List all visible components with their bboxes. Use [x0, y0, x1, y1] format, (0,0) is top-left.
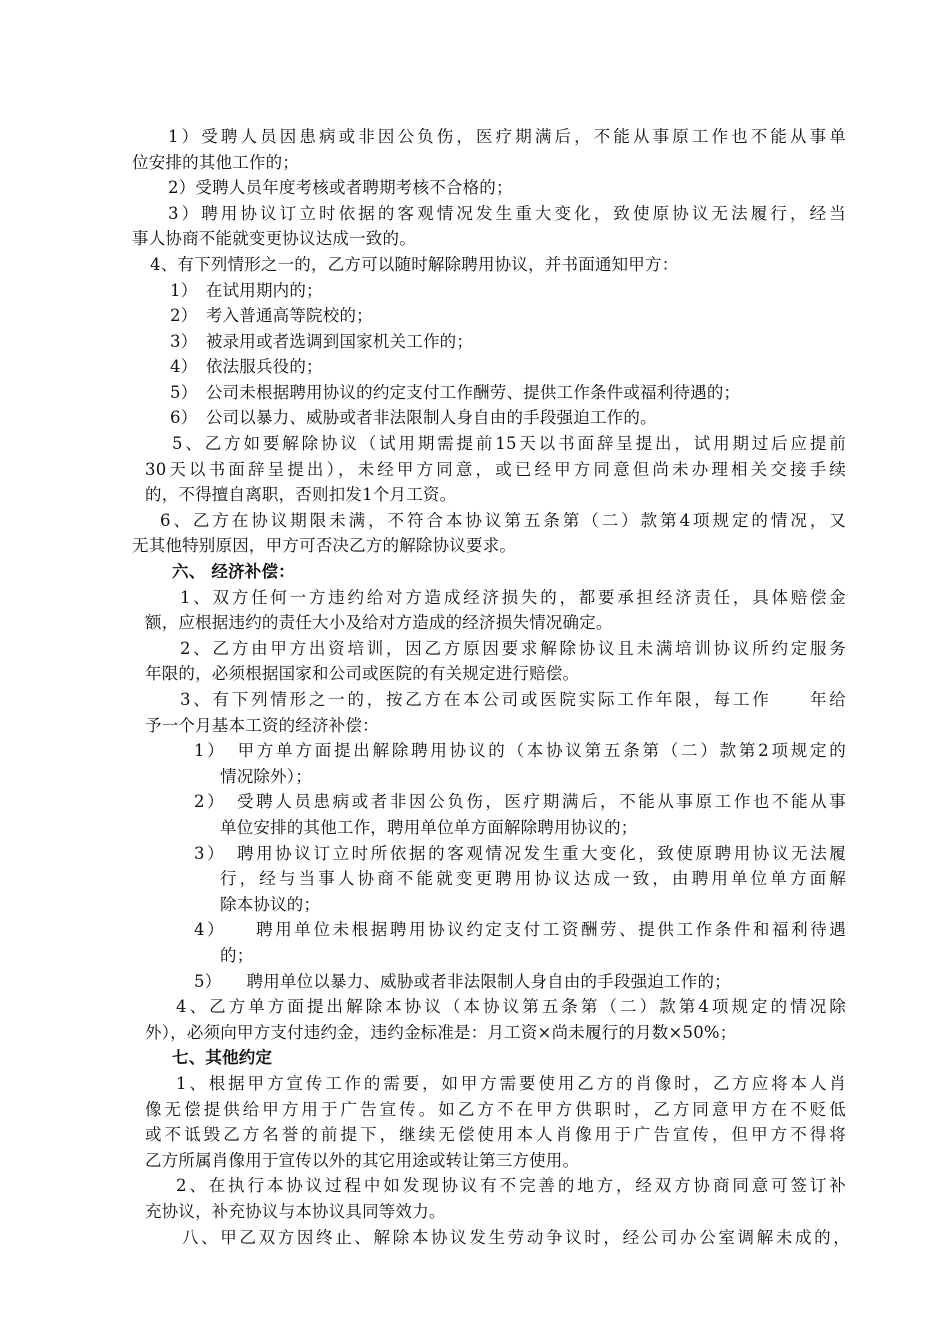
text-line: 3）聘用协议订立时依据的客观情况发生重大变化，致使原协议无法履行，经当 [168, 204, 846, 223]
list-item-continuation: 行，经与当事人协商不能就变更聘用协议达成一致，由聘用单位单方面解 [220, 869, 846, 888]
list-item: 3） 聘用协议订立时所依据的客观情况发生重大变化，致使原聘用协议无法履 [194, 844, 846, 863]
text-line: 1、根据甲方宣传工作的需要，如甲方需要使用乙方的肖像时，乙方应将本人肖 [176, 1074, 846, 1093]
text-line: 无其他特别原因，甲方可否决乙方的解除协议要求。 [132, 536, 517, 555]
list-item: 2） 考入普通高等院校的； [170, 306, 373, 325]
list-item: 3） 被录用或者选调到国家机关工作的； [170, 332, 474, 351]
text-line: 2、乙方由甲方出资培训，因乙方原因要求解除协议且未满培训协议所约定服务 [180, 639, 846, 658]
text-line: 1）受聘人员因患病或非因公负伤，医疗期满后，不能从事原工作也不能从事单 [168, 127, 846, 146]
list-item: 2） 受聘人员患病或者非因公负伤，医疗期满后，不能从事原工作也不能从事 [194, 792, 846, 811]
section-heading: 六、 经济补偿： [172, 562, 295, 581]
list-item: 4） 聘用单位未根据聘用协议约定支付工资酬劳、提供工作条件和福利待遇 [194, 920, 846, 939]
text-line: 4、乙方单方面提出解除本协议（本协议第五条第（二）款第4项规定的情况除 [176, 997, 846, 1016]
list-item-continuation: 单位安排的其他工作，聘用单位单方面解除聘用协议的； [220, 818, 638, 837]
text-line: 充协议，补充协议与本协议具同等效力。 [145, 1202, 446, 1221]
text-line: 位安排的其他工作的； [132, 153, 299, 172]
text-line: 或不诋毁乙方名誉的前提下，继续无偿使用本人肖像用于广告宣传，但甲方不得将 [145, 1125, 846, 1144]
text-line: 30天以书面辞呈提出），未经甲方同意，或已经甲方同意但尚未办理相关交接手续 [145, 460, 846, 479]
list-item: 5） 聘用单位以暴力、威胁或者非法限制人身自由的手段强迫工作的； [194, 972, 731, 991]
text-line: 额，应根据违约的责任大小及给对方造成的经济损失情况确定。 [145, 613, 613, 632]
list-item: 1） 在试用期内的； [170, 281, 323, 300]
text-line: 5、乙方如要解除协议（试用期需提前15天以书面辞呈提出，试用期过后应提前 [172, 434, 846, 453]
text-line: 的，不得擅自离职，否则扣发1个月工资。 [145, 485, 457, 504]
text-line: 予一个月基本工资的经济补偿： [145, 716, 379, 735]
text-line: 1、双方任何一方违约给对方造成经济损失的，都要承担经济责任，具体赔偿金 [180, 588, 846, 607]
section-heading: 七、其他约定 [172, 1048, 273, 1067]
list-item-continuation: 情况除外）； [220, 767, 312, 786]
list-item: 1） 甲方单方面提出解除聘用协议的（本协议第五条第（二）款第2项规定的 [194, 741, 846, 760]
list-item-continuation: 除本协议的； [220, 895, 321, 914]
text-line: 2、在执行本协议过程中如发现协议有不完善的地方，经双方协商同意可签订补 [176, 1176, 846, 1195]
text-line: 像无偿提供给甲方用于广告宣传。如乙方不在甲方供职时，乙方同意甲方在不贬低 [145, 1100, 846, 1119]
list-item: 6） 公司以暴力、威胁或者非法限制人身自由的手段强迫工作的。 [170, 408, 657, 427]
text-line: 事人协商不能就变更协议达成一致的。 [132, 229, 416, 248]
text-line: 乙方所属肖像用于宣传以外的其它用途或转让第三方使用。 [145, 1151, 580, 1170]
text-line: 2）受聘人员年度考核或者聘期考核不合格的； [168, 178, 513, 197]
text-line: 6、乙方在协议期限未满，不符合本协议第五条第（二）款第4项规定的情况，又 [160, 511, 846, 530]
text-line: 年限的，必须根据国家和公司或医院的有关规定进行赔偿。 [145, 664, 580, 683]
list-item-continuation: 的； [220, 946, 254, 965]
list-item: 4） 依法服兵役的； [170, 357, 323, 376]
text-line: 3、有下列情形之一的，按乙方在本公司或医院实际工作年限，每工作 年给 [180, 690, 846, 709]
text-line: 4、有下列情形之一的，乙方可以随时解除聘用协议，并书面通知甲方： [150, 255, 679, 274]
text-line: 八、甲乙双方因终止、解除本协议发生劳动争议时，经公司办公室调解未成的， [182, 1228, 850, 1247]
text-line: 外），必须向甲方支付违约金，违约金标准是：月工资×尚未履行的月数×50%； [145, 1023, 737, 1042]
list-item: 5） 公司未根据聘用协议的约定支付工作酬劳、提供工作条件或福利待遇的； [170, 383, 741, 402]
